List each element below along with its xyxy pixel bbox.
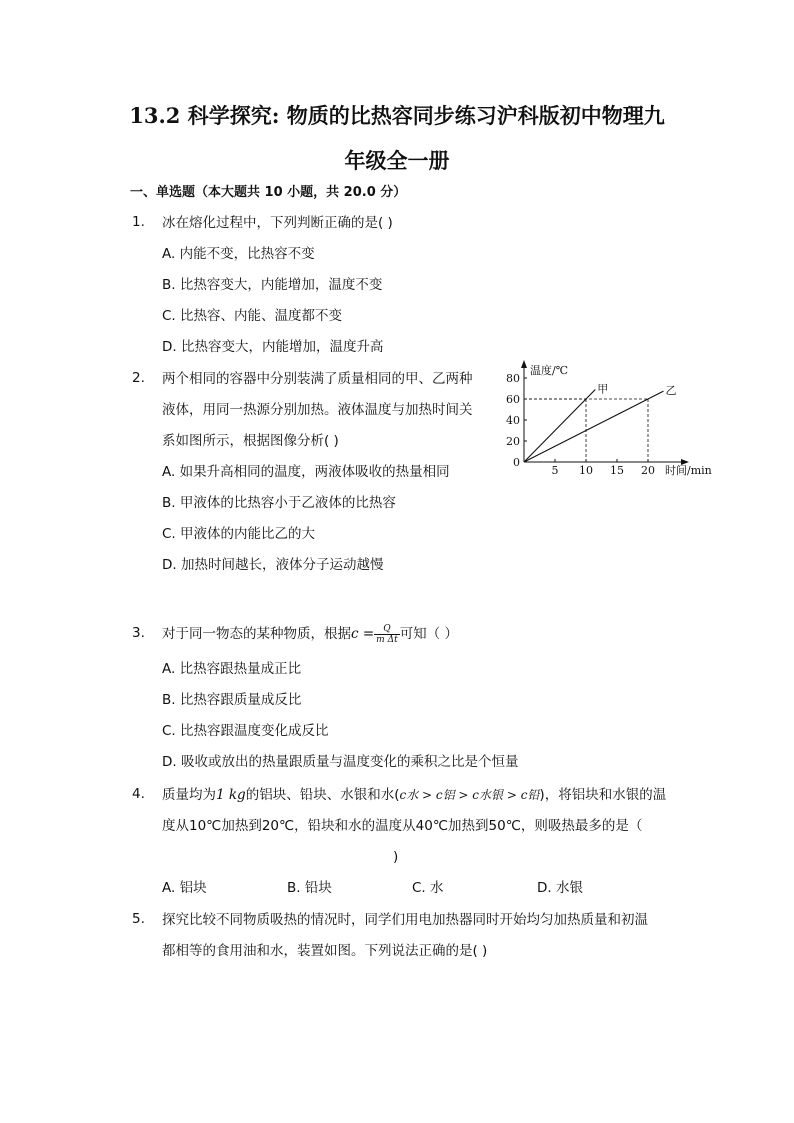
x-axis-label: 时间/min: [665, 464, 712, 477]
series-line-1: [524, 399, 586, 462]
x-tick-label: 20: [641, 464, 655, 477]
stem-text: 的铝块、铅块、水银和水(: [245, 787, 400, 803]
question-stem-line: 系如图所示，根据图像分析( ): [162, 433, 339, 449]
y-axis-label: 温度/℃: [530, 364, 569, 377]
option-b: B. 比热容变大，内能增加，温度不变: [162, 277, 383, 293]
stem-text: 可知（ ）: [399, 626, 458, 642]
option-d: D. 水银: [537, 880, 583, 896]
question-stem: 冰在熔化过程中，下列判断正确的是( ): [162, 215, 393, 231]
option-d: D. 比热容变大，内能增加，温度升高: [162, 339, 384, 355]
option-b: B. 比热容跟质量成反比: [162, 692, 302, 708]
question-number: 1.: [132, 214, 145, 230]
page-title: 13.2 科学探究: 物质的比热容同步练习沪科版初中物理九: [129, 103, 665, 128]
specific-heat-relation: c水 > c铝 > c水银 > c铅: [399, 788, 540, 802]
option-a: A. 比热容跟热量成正比: [162, 661, 302, 677]
formula-numerator: Q: [374, 624, 400, 635]
question-stem-line: 两个相同的容器中分别装满了质量相同的甲、乙两种: [162, 371, 473, 387]
y-tick-label: 80: [506, 372, 520, 385]
question-stem-line: [162, 786, 666, 804]
y-tick-label: 0: [513, 456, 520, 469]
option-b: B. 铅块: [287, 880, 332, 896]
y-tick-label: 40: [506, 414, 520, 427]
question-stem-line: ): [393, 849, 399, 865]
option-c: C. 水: [412, 880, 444, 896]
formula-fraction: [374, 624, 400, 645]
question-number: 3.: [132, 625, 145, 641]
option-b: B. 甲液体的比热容小于乙液体的比热容: [162, 495, 396, 511]
section-heading: 一、单选题（本大题共 10 小题，共 20.0 分）: [130, 185, 407, 200]
question-number: 2.: [132, 370, 145, 386]
series-label: 甲: [597, 382, 609, 396]
question-stem-line: 液体，用同一热源分别加热。液体温度与加热时间关: [162, 402, 473, 418]
series-extension: [586, 390, 595, 399]
option-a: A. 如果升高相同的温度，两液体吸收的热量相同: [162, 464, 450, 480]
mass-value: 1 kg: [216, 787, 246, 803]
y-axis-arrow: [521, 360, 527, 368]
option-c: C. 甲液体的内能比乙的大: [162, 526, 316, 542]
option-c: C. 比热容、内能、温度都不变: [162, 308, 343, 324]
series-label: 乙: [665, 384, 677, 398]
formula-denominator: m Δt: [376, 634, 398, 645]
question-stem-line: 都相等的食用油和水，装置如图。下列说法正确的是( ): [162, 943, 488, 959]
page-title-line2: 年级全一册: [344, 148, 450, 173]
stem-text: 质量均为: [162, 787, 216, 803]
option-d: D. 吸收或放出的热量跟质量与温度变化的乘积之比是个恒量: [162, 754, 519, 770]
x-tick-label: 10: [579, 464, 593, 477]
temperature-time-chart: [500, 364, 712, 479]
y-tick-label: 20: [506, 435, 520, 448]
option-c: C. 比热容跟温度变化成反比: [162, 723, 329, 739]
question-stem-line: 探究比较不同物质吸热的情况时，同学们用电加热器同时开始均匀加热质量和初温: [162, 912, 648, 928]
question-stem: [162, 621, 458, 647]
y-tick-label: 60: [506, 393, 520, 406]
question-number: 5.: [132, 911, 145, 927]
question-stem-line: 度从10℃加热到20℃，铅块和水的温度从40℃加热到50℃，则吸热最多的是（: [162, 818, 643, 834]
series-line-2: [524, 399, 648, 462]
option-d: D. 加热时间越长，液体分子运动越慢: [162, 557, 384, 573]
stem-text: 对于同一物态的某种物质，根据: [162, 626, 351, 642]
x-tick-label: 5: [551, 464, 559, 477]
x-tick-label: 15: [610, 464, 624, 477]
option-a: A. 铝块: [162, 880, 207, 896]
option-a: A. 内能不变，比热容不变: [162, 246, 315, 262]
series-extension: [648, 391, 664, 399]
question-number: 4.: [132, 786, 145, 802]
stem-text: )，将铝块和水银的温: [539, 787, 667, 803]
formula-lhs: c =: [351, 626, 375, 642]
